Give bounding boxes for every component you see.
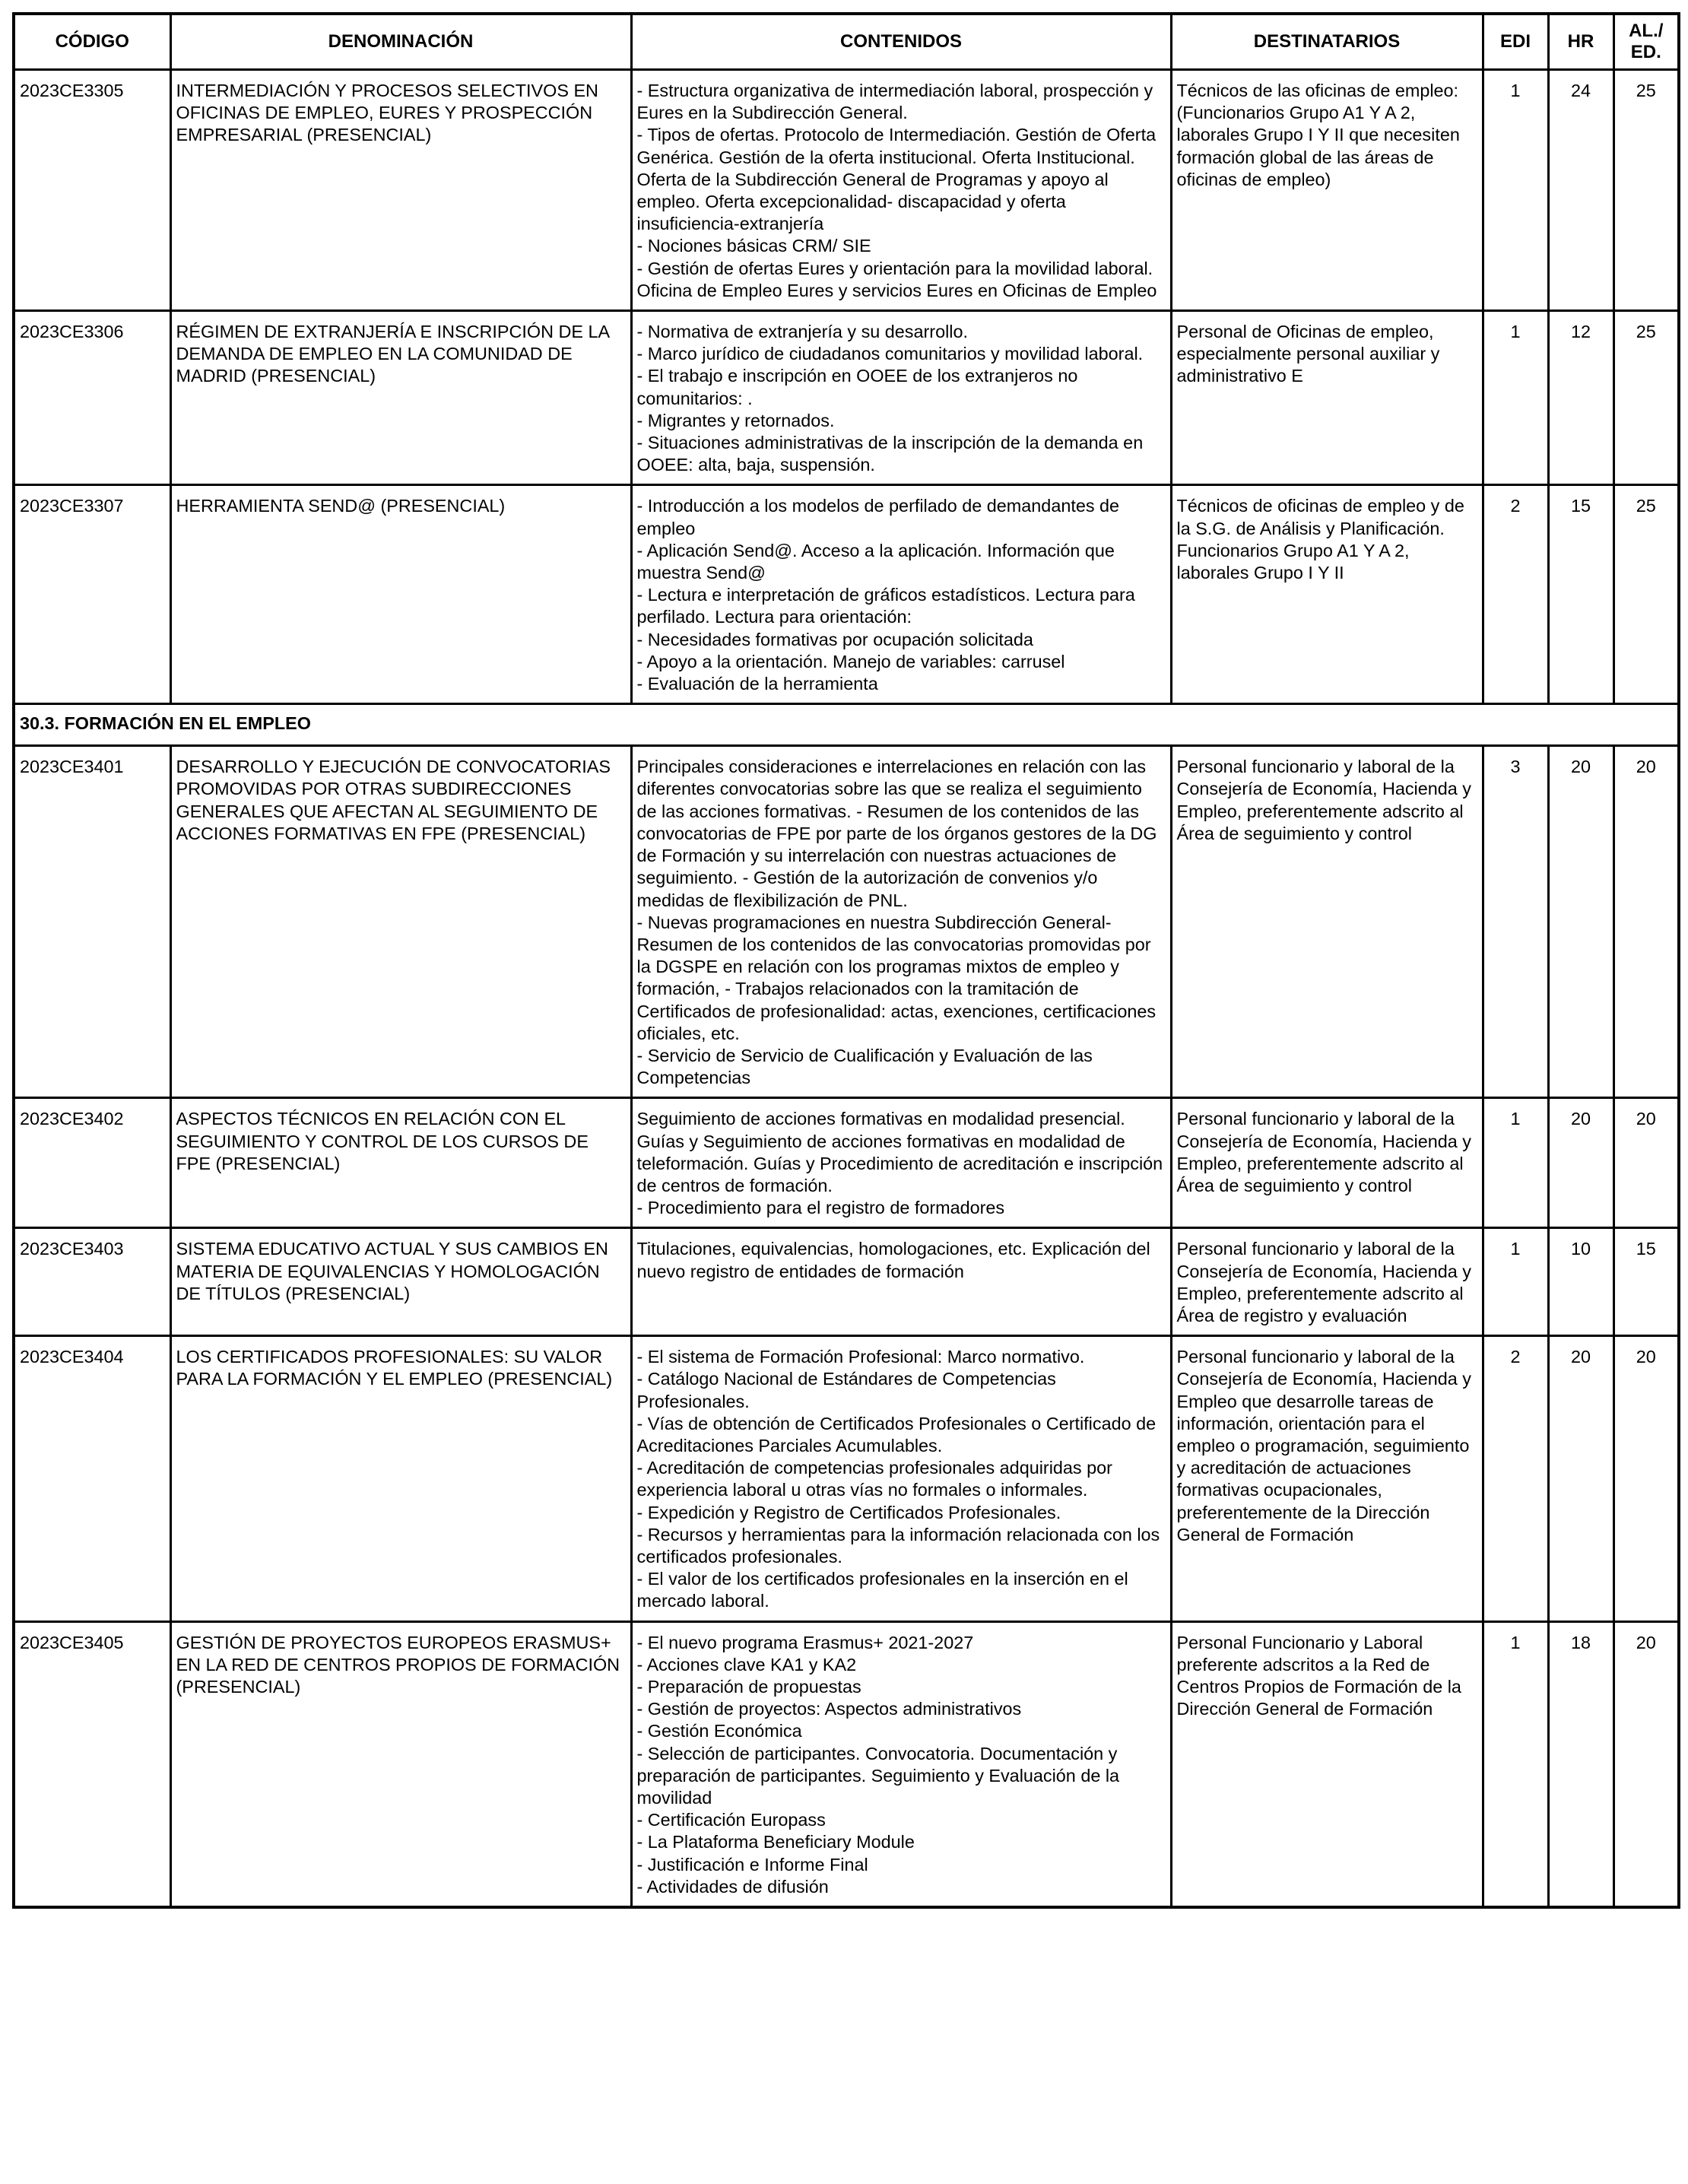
content-line: - Gestión de proyectos: Aspectos administrativos: [636, 1699, 1022, 1719]
course-recipients: Personal funcionario y laboral de la Consejería de Economía, Hacienda y Empleo, preferentemente adscrito al Área de seguimiento y control: [1171, 1098, 1483, 1228]
content-line: - Actividades de difusión: [636, 1876, 829, 1897]
course-code: 2023CE3402: [14, 1098, 170, 1228]
course-al-ed: 20: [1613, 1621, 1679, 1907]
course-name: LOS CERTIFICADOS PROFESIONALES: SU VALOR PARA LA FORMACIÓN Y EL EMPLEO (PRESENCIAL): [170, 1336, 631, 1621]
content-line: - Expedición y Registro de Certificados Profesionales.: [636, 1502, 1061, 1522]
header-destinatarios: DESTINATARIOS: [1171, 14, 1483, 70]
header-denominacion: DENOMINACIÓN: [170, 14, 631, 70]
content-line: - Acciones clave KA1 y KA2: [636, 1654, 857, 1675]
course-al-ed: 20: [1613, 1336, 1679, 1621]
content-line: - Nuevas programaciones en nuestra Subdirección General- Resumen de los contenidos de las convocatorias promovidas por la DGSPE en relación con los programas mixtos de empleo y formación, - Trabajos relacionados con la tramitación de Certificados de profesionalidad: actas, exenciones, certificaciones oficiales, etc.: [636, 912, 1157, 1043]
course-contents: [631, 1621, 1171, 1907]
course-name: ASPECTOS TÉCNICOS EN RELACIÓN CON EL SEGUIMIENTO Y CONTROL DE LOS CURSOS DE FPE (PRESENCIAL): [170, 1098, 631, 1228]
content-line: Titulaciones, equivalencias, homologaciones, etc. Explicación del nuevo registro de entidades de formación: [636, 1239, 1150, 1281]
table-row: [14, 311, 1679, 485]
content-line: - Recursos y herramientas para la información relacionada con los certificados profesionales.: [636, 1524, 1160, 1567]
content-line: - Servicio de Servicio de Cualificación y Evaluación de las Competencias: [636, 1045, 1093, 1088]
content-line: - El nuevo programa Erasmus+ 2021-2027: [636, 1632, 974, 1652]
course-edi: 2: [1483, 485, 1548, 704]
content-line: - Lectura e interpretación de gráficos estadísticos. Lectura para perfilado. Lectura para orientación:: [636, 585, 1135, 627]
content-line: - Catálogo Nacional de Estándares de Competencias Profesionales.: [636, 1369, 1056, 1411]
course-recipients: Técnicos de oficinas de empleo y de la S.G. de Análisis y Planificación. Funcionarios Grupo A1 Y A 2, laborales Grupo I Y II: [1171, 485, 1483, 704]
course-name: DESARROLLO Y EJECUCIÓN DE CONVOCATORIAS PROMOVIDAS POR OTRAS SUBDIRECCIONES GENERALES QUE AFECTAN AL SEGUIMIENTO DE ACCIONES FORMATIVAS EN FPE (PRESENCIAL): [170, 746, 631, 1098]
content-line: - El sistema de Formación Profesional: Marco normativo.: [636, 1347, 1085, 1367]
course-contents: [631, 485, 1171, 704]
course-name: GESTIÓN DE PROYECTOS EUROPEOS ERASMUS+ EN LA RED DE CENTROS PROPIOS DE FORMACIÓN (PRESENCIAL): [170, 1621, 631, 1907]
content-line: - El trabajo e inscripción en OOEE de los extranjeros no comunitarios: .: [636, 366, 1078, 408]
course-contents: [631, 746, 1171, 1098]
course-edi: 3: [1483, 746, 1548, 1098]
course-edi: 1: [1483, 70, 1548, 311]
course-contents: [631, 1228, 1171, 1336]
course-recipients: Personal de Oficinas de empleo, especialmente personal auxiliar y administrativo E: [1171, 311, 1483, 485]
content-line: - Necesidades formativas por ocupación solicitada: [636, 629, 1033, 649]
course-contents: [631, 311, 1171, 485]
course-code: 2023CE3405: [14, 1621, 170, 1907]
course-hr: 20: [1548, 1098, 1613, 1228]
content-line: - Situaciones administrativas de la inscripción de la demanda en OOEE: alta, baja, suspensión.: [636, 433, 1144, 475]
course-al-ed: 25: [1613, 311, 1679, 485]
course-hr: 20: [1548, 746, 1613, 1098]
content-line: - Gestión Económica: [636, 1721, 802, 1741]
header-codigo: CÓDIGO: [14, 14, 170, 70]
course-code: 2023CE3403: [14, 1228, 170, 1336]
course-code: 2023CE3404: [14, 1336, 170, 1621]
course-edi: 1: [1483, 1621, 1548, 1907]
content-line: - Gestión de ofertas Eures y orientación para la movilidad laboral. Oficina de Empleo Eures y servicios Eures en Oficinas de Empleo: [636, 258, 1157, 300]
section-title: 30.3. FORMACIÓN EN EL EMPLEO: [14, 704, 1679, 746]
course-hr: 12: [1548, 311, 1613, 485]
content-line: Seguimiento de acciones formativas en modalidad presencial. Guías y Seguimiento de acciones formativas en modalidad de teleformación. Guías y Procedimiento de acreditación e inscripción de centros de formación.: [636, 1109, 1163, 1195]
table-row: [14, 1098, 1679, 1228]
content-line: - Procedimiento para el registro de formadores: [636, 1198, 1005, 1218]
content-line: - Estructura organizativa de intermediación laboral, prospección y Eures en la Subdirección General.: [636, 81, 1153, 123]
course-edi: 1: [1483, 1098, 1548, 1228]
table-row: [14, 70, 1679, 311]
header-edi: EDI: [1483, 14, 1548, 70]
content-line: - Nociones básicas CRM/ SIE: [636, 236, 871, 256]
content-line: - Evaluación de la herramienta: [636, 674, 878, 694]
course-recipients: Personal funcionario y laboral de la Consejería de Economía, Hacienda y Empleo, preferentemente adscrito al Área de registro y evaluación: [1171, 1228, 1483, 1336]
course-al-ed: 25: [1613, 70, 1679, 311]
section-row: [14, 704, 1679, 746]
course-recipients: Técnicos de las oficinas de empleo: (Funcionarios Grupo A1 Y A 2, laborales Grupo I Y II que necesiten formación global de las áreas de oficinas de empleo): [1171, 70, 1483, 311]
content-line: - Selección de participantes. Convocatoria. Documentación y preparación de participantes. Seguimiento y Evaluación de la movilidad: [636, 1743, 1120, 1808]
content-line: - Certificación Europass: [636, 1810, 826, 1830]
course-al-ed: 15: [1613, 1228, 1679, 1336]
course-al-ed: 20: [1613, 746, 1679, 1098]
course-contents: [631, 1098, 1171, 1228]
header-row: [14, 14, 1679, 70]
content-line: - Introducción a los modelos de perfilado de demandantes de empleo: [636, 496, 1120, 538]
course-hr: 20: [1548, 1336, 1613, 1621]
course-al-ed: 25: [1613, 485, 1679, 704]
course-hr: 24: [1548, 70, 1613, 311]
table-row: [14, 746, 1679, 1098]
table-row: [14, 1336, 1679, 1621]
header-hr: HR: [1548, 14, 1613, 70]
content-line: - Acreditación de competencias profesionales adquiridas por experiencia laboral u otras vías no formales o informales.: [636, 1458, 1112, 1500]
course-contents: [631, 70, 1171, 311]
section-rows-body: [14, 746, 1679, 1907]
course-name: RÉGIMEN DE EXTRANJERÍA E INSCRIPCIÓN DE LA DEMANDA DE EMPLEO EN LA COMUNIDAD DE MADRID (PRESENCIAL): [170, 311, 631, 485]
content-line: - Normativa de extranjería y su desarrollo.: [636, 322, 969, 342]
header-contenidos: CONTENIDOS: [631, 14, 1171, 70]
content-line: - El valor de los certificados profesionales en la inserción en el mercado laboral.: [636, 1569, 1128, 1611]
course-edi: 1: [1483, 311, 1548, 485]
course-name: INTERMEDIACIÓN Y PROCESOS SELECTIVOS EN OFICINAS DE EMPLEO, EURES Y PROSPECCIÓN EMPRESARIAL (PRESENCIAL): [170, 70, 631, 311]
course-name: HERRAMIENTA SEND@ (PRESENCIAL): [170, 485, 631, 704]
course-edi: 2: [1483, 1336, 1548, 1621]
table-row: [14, 1621, 1679, 1907]
course-code: 2023CE3401: [14, 746, 170, 1098]
rows-body: [14, 70, 1679, 704]
content-line: - Tipos de ofertas. Protocolo de Intermediación. Gestión de Oferta Genérica. Gestión de la oferta institucional. Oferta Institucional. Oferta de la Subdirección General de Programas y apoyo al empleo. Oferta excepcionalidad- discapacidad y oferta insuficiencia-extranjería: [636, 125, 1157, 234]
course-al-ed: 20: [1613, 1098, 1679, 1228]
course-code: 2023CE3307: [14, 485, 170, 704]
course-recipients: Personal Funcionario y Laboral preferente adscritos a la Red de Centros Propios de Formación de la Dirección General de Formación: [1171, 1621, 1483, 1907]
content-line: - Migrantes y retornados.: [636, 410, 835, 430]
content-line: Principales consideraciones e interrelaciones en relación con las diferentes convocatorias sobre las que se realiza el seguimiento de las acciones formativas. - Resumen de los contenidos de las convocatorias de FPE por parte de los órganos gestores de la DG de Formación y su interrelación con nuestras actuaciones de seguimiento. - Gestión de la autorización de convenios y/o medidas de flexibilización de PNL.: [636, 757, 1157, 910]
course-code: 2023CE3306: [14, 311, 170, 485]
course-hr: 18: [1548, 1621, 1613, 1907]
course-name: SISTEMA EDUCATIVO ACTUAL Y SUS CAMBIOS EN MATERIA DE EQUIVALENCIAS Y HOMOLOGACIÓN DE TÍTULOS (PRESENCIAL): [170, 1228, 631, 1336]
courses-table: [12, 12, 1680, 1909]
course-hr: 15: [1548, 485, 1613, 704]
course-code: 2023CE3305: [14, 70, 170, 311]
section-body: [14, 704, 1679, 746]
course-edi: 1: [1483, 1228, 1548, 1336]
content-line: - Marco jurídico de ciudadanos comunitarios y movilidad laboral.: [636, 344, 1144, 364]
header-al-ed: AL./ ED.: [1613, 14, 1679, 70]
content-line: - Aplicación Send@. Acceso a la aplicación. Información que muestra Send@: [636, 540, 1115, 583]
content-line: - Vías de obtención de Certificados Profesionales o Certificado de Acreditaciones Parciales Acumulables.: [636, 1413, 1157, 1455]
content-line: - Preparación de propuestas: [636, 1677, 861, 1697]
table-row: [14, 485, 1679, 704]
course-recipients: Personal funcionario y laboral de la Consejería de Economía, Hacienda y Empleo que desarrolle tareas de información, orientación para el empleo o programación, seguimiento y acreditación de actuaciones formativas ocupacionales, preferentemente de la Dirección General de Formación: [1171, 1336, 1483, 1621]
content-line: - Justificación e Informe Final: [636, 1854, 868, 1874]
content-line: - Apoyo a la orientación. Manejo de variables: carrusel: [636, 651, 1065, 671]
content-line: - La Plataforma Beneficiary Module: [636, 1832, 915, 1852]
course-contents: [631, 1336, 1171, 1621]
table-row: [14, 1228, 1679, 1336]
course-recipients: Personal funcionario y laboral de la Consejería de Economía, Hacienda y Empleo, preferentemente adscrito al Área de seguimiento y control: [1171, 746, 1483, 1098]
course-hr: 10: [1548, 1228, 1613, 1336]
